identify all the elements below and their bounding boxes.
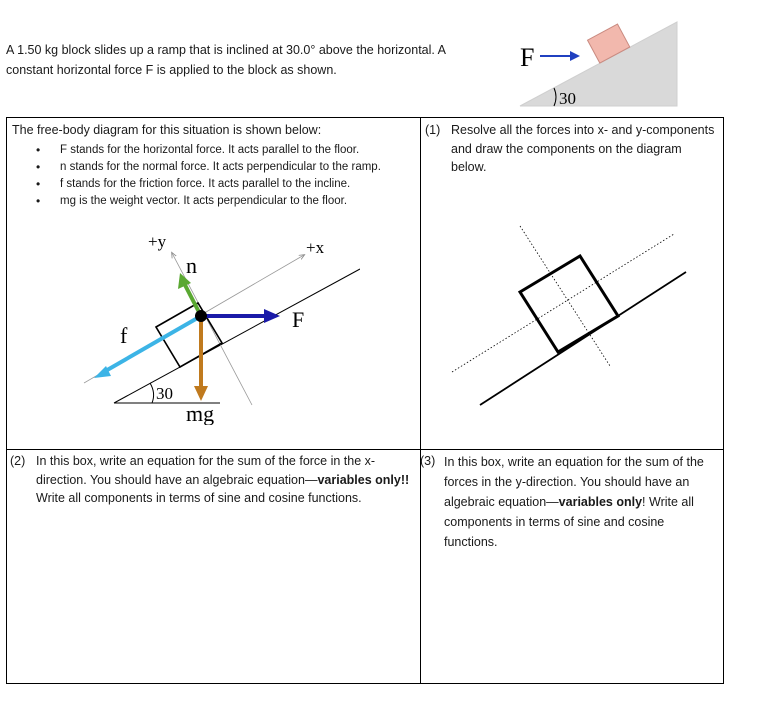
fbd-angle-label: 30 <box>156 384 173 403</box>
ramp-force-label: F <box>520 43 535 72</box>
problem-line-1: A 1.50 kg block slides up a ramp that is inclined at 30.0° above the horizontal. A <box>6 43 446 57</box>
grid-vertical-divider <box>420 118 421 683</box>
fbd-y-axis-label: +y <box>148 232 167 251</box>
fbd-friction-arrow <box>102 316 201 373</box>
fbd-x-axis-label: +x <box>306 238 325 257</box>
fbd-normal-label: n <box>186 253 197 278</box>
task-3-text: In this box, write an equation for the sum of the forces in the y-direction. You should have an algebraic equation—variables only! Write all components in terms of sine and cosine functions. <box>444 455 704 549</box>
fbd-description-cell <box>12 121 416 210</box>
bullet-text: n stands for the normal force. It acts perpendicular to the ramp. <box>60 160 381 173</box>
list-item <box>12 176 416 193</box>
bullet-icon: • <box>36 159 41 174</box>
task-1-number: (1) <box>425 123 441 137</box>
comp-block <box>520 256 618 352</box>
fbd-heading: The free-body diagram for this situation is shown below: <box>12 123 322 137</box>
bullet-text: mg is the weight vector. It acts perpendicular to the floor. <box>60 194 348 207</box>
ramp-figure <box>510 14 685 114</box>
fbd-angle-arc <box>150 383 154 403</box>
fbd-bullet-list <box>12 142 416 210</box>
bullet-text: F stands for the horizontal force. It acts parallel to the floor. <box>60 143 360 156</box>
ramp-force-arrowhead <box>570 51 580 61</box>
grid-horizontal-divider <box>7 449 723 450</box>
free-body-diagram <box>70 225 360 425</box>
fbd-weight-label: mg <box>186 401 215 425</box>
task-3-cell[interactable] <box>420 452 720 552</box>
task-1-cell <box>425 121 717 177</box>
components-diagram[interactable] <box>440 220 690 420</box>
fbd-center-dot <box>195 310 207 322</box>
list-item <box>12 193 416 210</box>
task-2-number: (2) <box>10 454 26 468</box>
task-2-cell[interactable] <box>10 452 414 508</box>
task-2-text: In this box, write an equation for the sum of the force in the x-direction. You should have an algebraic equation—variables only!! Write all components in terms of sine and cosine functions. <box>36 454 410 505</box>
fbd-force-arrowhead <box>264 309 280 323</box>
problem-line-2: constant horizontal force F is applied to the block as shown. <box>6 63 337 77</box>
list-item <box>12 159 416 176</box>
list-item <box>12 142 416 159</box>
bullet-text: f stands for the friction force. It acts parallel to the incline. <box>60 177 351 190</box>
fbd-force-label: F <box>292 307 305 332</box>
fbd-friction-label: f <box>120 323 128 348</box>
task-1-text: Resolve all the forces into x- and y-components and draw the components on the diagram below. <box>451 123 715 174</box>
ramp-angle-label: 30 <box>559 89 576 108</box>
fbd-weight-arrowhead <box>194 386 208 401</box>
problem-statement <box>6 40 496 80</box>
fbd-incline-line <box>114 269 360 403</box>
bullet-icon: • <box>36 142 41 157</box>
fbd-y-axis <box>172 253 252 405</box>
bullet-icon: • <box>36 176 41 191</box>
bullet-icon: • <box>36 193 41 208</box>
task-3-number: (3) <box>420 454 436 468</box>
comp-y-axis-dotted <box>520 226 610 366</box>
